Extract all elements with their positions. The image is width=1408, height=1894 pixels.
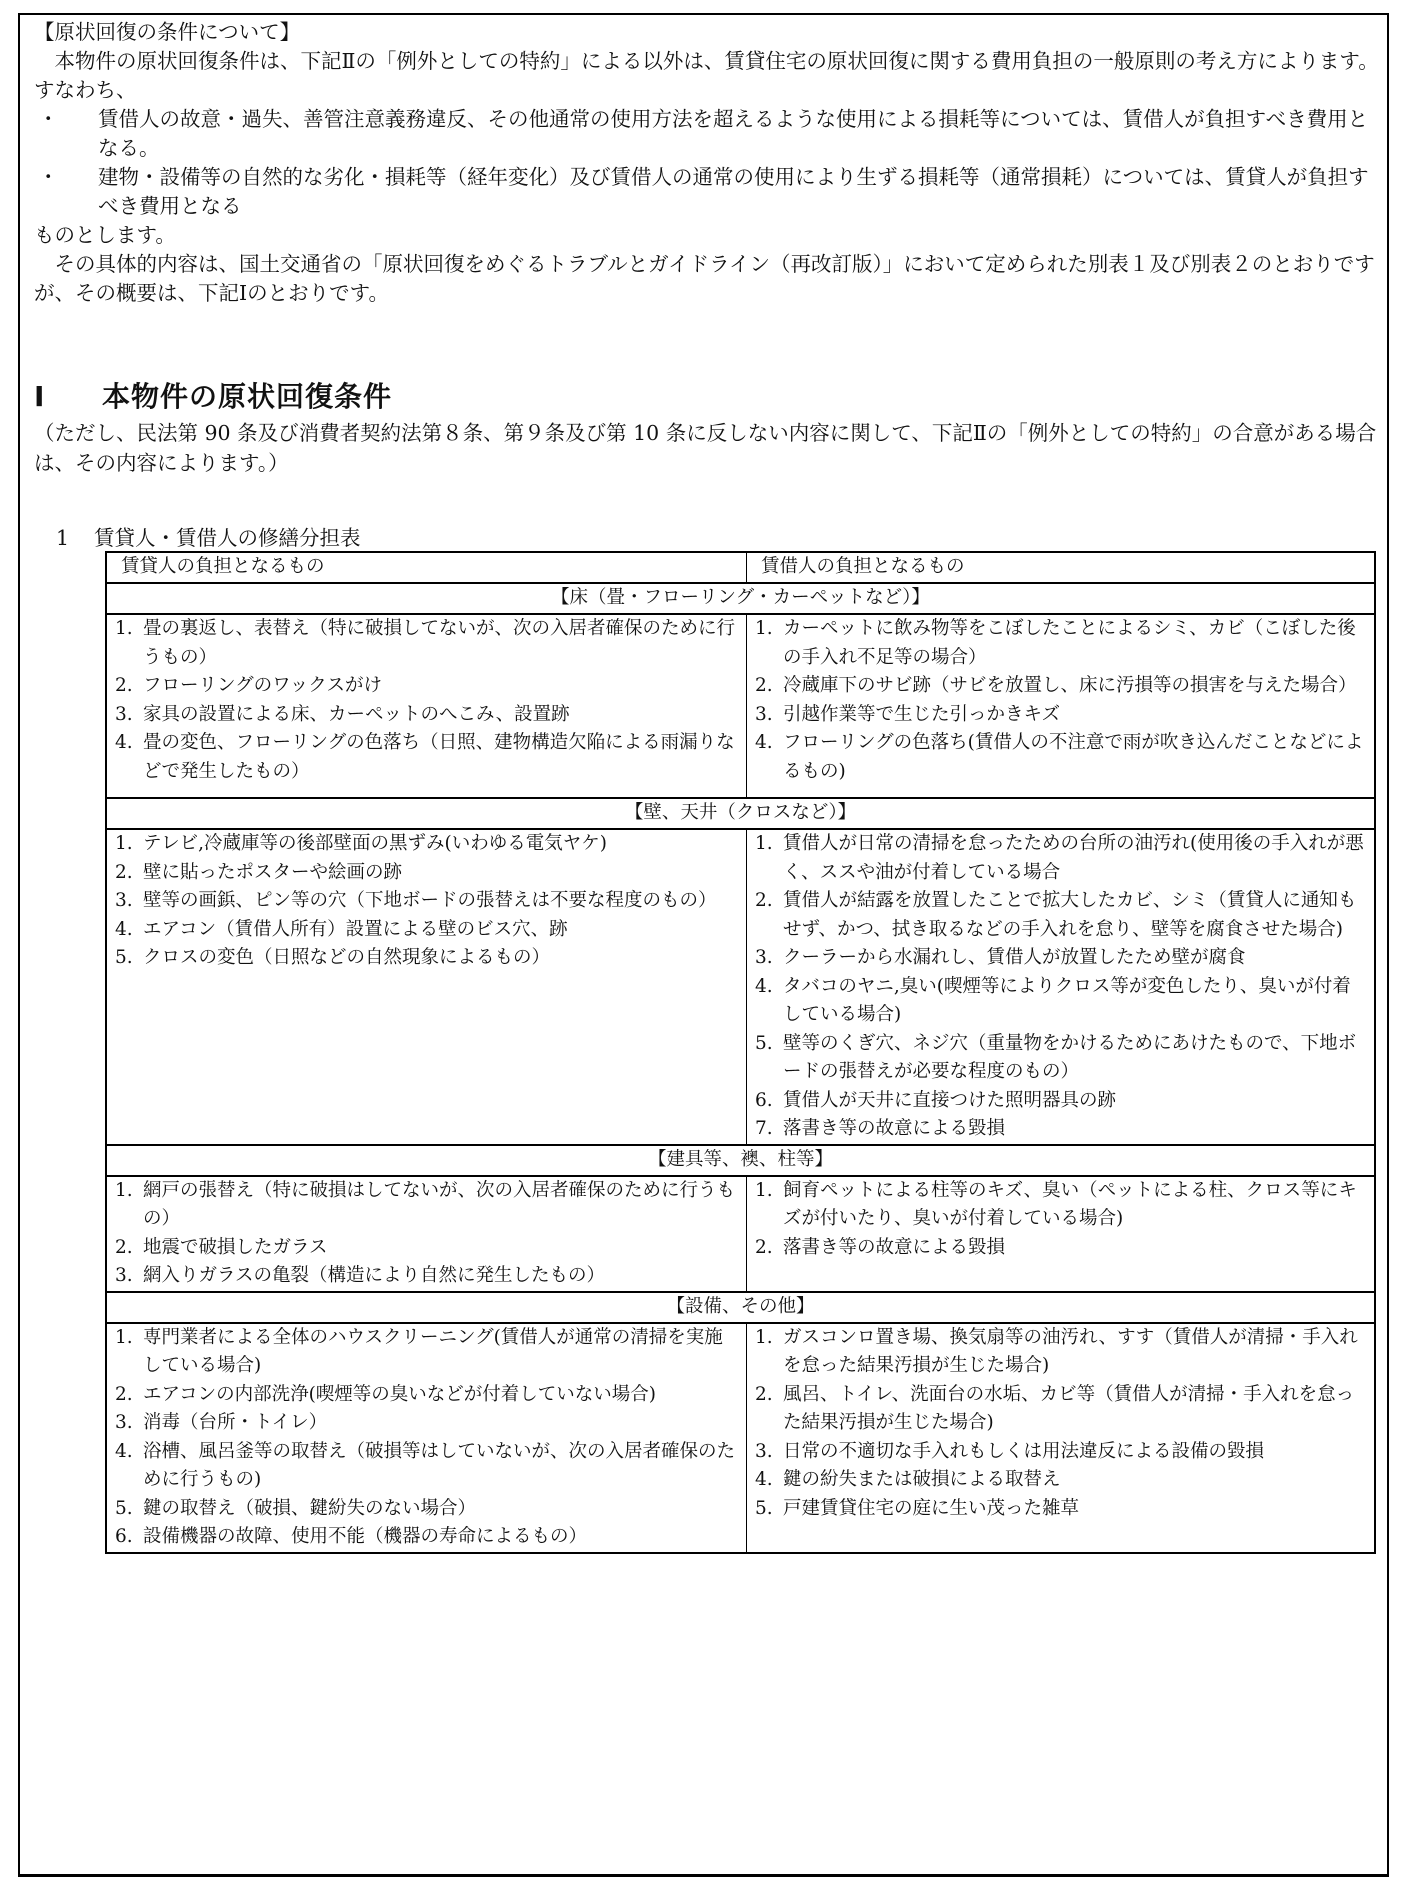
item-text: 壁に貼ったポスターや絵画の跡: [143, 861, 403, 883]
section-number: Ⅰ: [34, 380, 46, 413]
item-number: 3.: [115, 1412, 133, 1433]
list-item: [115, 1381, 738, 1410]
list-item: [115, 672, 738, 701]
list-item: [115, 701, 738, 730]
lessor-cell: [106, 1323, 747, 1553]
item-number: 2.: [115, 675, 133, 696]
item-number: 3.: [115, 1265, 133, 1286]
item-number: 6.: [755, 1089, 773, 1111]
item-number: 1.: [755, 618, 773, 639]
item-number: 2.: [115, 861, 133, 883]
list-item: [115, 1177, 738, 1234]
section-body-row: [106, 829, 1375, 1145]
list-item: [755, 1495, 1366, 1524]
list-item: [755, 1087, 1366, 1116]
item-text: テレビ,冷蔵庫等の後部壁面の黒ずみ(いわゆる電気ヤケ): [143, 833, 607, 854]
list-item: [115, 1523, 738, 1552]
item-text: フローリングのワックスがけ: [143, 675, 383, 696]
lessee-cell: [747, 614, 1376, 798]
list-item: [115, 887, 738, 916]
item-text: 冷蔵庫下のサビ跡（サビを放置し、床に汚損等の損害を与えた場合）: [783, 675, 1357, 696]
list-item: [115, 615, 738, 672]
list-item: [755, 1438, 1366, 1467]
item-text: 専門業者による全体のハウスクリーニング(賃借人が通常の清掃を実施している場合): [143, 1326, 723, 1376]
item-text: 消毒（台所・トイレ）: [143, 1412, 328, 1433]
item-text: 網入りガラスの亀裂（構造により自然に発生したもの）: [143, 1265, 605, 1286]
item-number: 1.: [115, 1326, 133, 1348]
item-text: カーペットに飲み物等をこぼしたことによるシミ、カビ（こぼした後の手入れ不足等の場合）: [783, 618, 1356, 668]
intro-bullet: [34, 163, 1379, 221]
list-item: [755, 830, 1366, 887]
list-item: [755, 887, 1366, 944]
header-lessor: 賃貸人の負担となるもの: [106, 552, 747, 583]
intro-paragraph-2: その具体的内容は、国土交通省の「原状回復をめぐるトラブルとガイドライン（再改訂版）」において定められた別表１及び別表２のとおりですが、その概要は、下記Ⅰのとおりです。: [34, 252, 1375, 305]
item-number: 4.: [755, 975, 773, 997]
item-text: 賃借人が結露を放置したことで拡大したカビ、シミ（賃貸人に通知もせず、かつ、拭き取るなどの手入れを怠り、壁等を腐食させた場合): [783, 890, 1357, 940]
section-body-row: [106, 1323, 1375, 1553]
item-text: 鍵の紛失または破損による取替え: [783, 1469, 1061, 1490]
item-number: 3.: [755, 1440, 773, 1462]
intro-block: [34, 18, 1379, 308]
item-text: 壁等のくぎ穴、ネジ穴（重量物をかけるためにあけたもので、下地ボードの張替えが必要な程度のもの）: [783, 1032, 1357, 1082]
item-text: 設備機器の故障、使用不能（機器の寿命によるもの）: [143, 1526, 588, 1547]
list-item: [115, 1409, 738, 1438]
item-number: 3.: [115, 703, 133, 725]
item-number: 2.: [755, 890, 773, 911]
list-item: [755, 1466, 1366, 1495]
item-text: 飼育ペットによる柱等のキズ、臭い（ペットによる柱、クロス等にキズが付いたり、臭いが付着している場合): [783, 1179, 1357, 1229]
list-item: [755, 615, 1366, 672]
item-text: 落書き等の故意による毀損: [783, 1118, 1006, 1139]
item-number: 4.: [115, 1440, 133, 1462]
item-number: 5.: [755, 1032, 773, 1054]
section-title: 【壁、天井（クロスなど）】: [106, 798, 1375, 829]
section-title: 【設備、その他】: [106, 1292, 1375, 1323]
item-number: 3.: [115, 890, 133, 911]
item-number: 1.: [755, 1179, 773, 1201]
item-number: 4.: [755, 1469, 773, 1490]
section-row: [106, 798, 1375, 829]
section-heading: [34, 375, 392, 415]
list-item: [115, 944, 738, 973]
intro-title: 【原状回復の条件について】: [34, 20, 301, 44]
item-text: 賃借人が天井に直接つけた照明器具の跡: [783, 1089, 1117, 1111]
subsection-number: 1: [56, 526, 70, 550]
intro-paragraph-1: 本物件の原状回復条件は、下記Ⅱの「例外としての特約」による以外は、賃貸住宅の原状回復に関する費用負担の一般原則の考え方によります。すなわち、: [34, 49, 1379, 102]
item-text: クロスの変色（日照などの自然現象によるもの）: [143, 947, 551, 968]
item-text: ガスコンロ置き場、換気扇等の油汚れ、すす（賃借人が清掃・手入れを怠った結果汚損が生じた場合): [783, 1326, 1358, 1376]
lessor-cell: [106, 614, 747, 798]
repair-split-table: [105, 551, 1376, 1554]
item-number: 2.: [755, 1236, 773, 1258]
item-number: 1.: [755, 1326, 773, 1348]
bullet-mark: ・: [38, 165, 59, 189]
list-item: [755, 944, 1366, 973]
intro-closing: ものとします。: [34, 223, 176, 247]
item-number: 1.: [115, 833, 133, 854]
subsection-title: 賃貸人・賃借人の修繕分担表: [94, 526, 361, 550]
item-text: 畳の変色、フローリングの色落ち（日照、建物構造欠陥による雨漏りなどで発生したもの）: [143, 732, 735, 782]
list-item: [755, 973, 1366, 1030]
intro-bullet: [34, 105, 1379, 163]
subsection-heading: [56, 521, 361, 551]
section-body-row: [106, 614, 1375, 798]
item-number: 2.: [115, 1236, 133, 1258]
item-text: 賃借人が日常の清掃を怠ったための台所の油汚れ(使用後の手入れが悪く、ススや油が付着している場合: [783, 833, 1364, 883]
item-text: 引越作業等で生じた引っかきキズ: [783, 703, 1061, 725]
section-title: 本物件の原状回復条件: [102, 380, 393, 413]
section-row: [106, 583, 1375, 614]
list-item: [755, 729, 1366, 786]
list-item: [115, 830, 738, 859]
section-row: [106, 1292, 1375, 1323]
item-number: 2.: [115, 1383, 133, 1405]
item-text: 鍵の取替え（破損、鍵紛失のない場合）: [143, 1497, 477, 1519]
lessee-cell: [747, 829, 1376, 1145]
item-text: フローリングの色落ち(賃借人の不注意で雨が吹き込んだことなどによるもの): [783, 732, 1364, 782]
item-number: 1.: [115, 1179, 133, 1201]
list-item: [755, 701, 1366, 730]
item-text: タバコのヤニ,臭い(喫煙等によりクロス等が変色したり、臭いが付着している場合): [783, 975, 1351, 1025]
list-item: [755, 1324, 1366, 1381]
item-text: エアコンの内部洗浄(喫煙等の臭いなどが付着していない場合): [143, 1383, 657, 1405]
list-item: [115, 1262, 738, 1291]
section-note: （ただし、民法第 90 条及び消費者契約法第８条、第９条及び第 10 条に反しない内容に関して、下記Ⅱの「例外としての特約」の合意がある場合は、その内容によります。）: [34, 421, 1377, 475]
bullet-text: 賃借人の故意・過失、善管注意義務違反、その他通常の使用方法を超えるような使用による損耗等については、賃借人が負担すべき費用となる。: [98, 107, 1369, 160]
item-number: 3.: [755, 703, 773, 725]
item-text: 風呂、トイレ、洗面台の水垢、カビ等（賃借人が清掃・手入れを怠った結果汚損が生じた場合): [783, 1383, 1355, 1433]
lessee-cell: [747, 1323, 1376, 1553]
item-text: エアコン（賃借人所有）設置による壁のビス穴、跡: [143, 918, 568, 940]
list-item: [755, 1234, 1366, 1263]
item-number: 2.: [755, 1383, 773, 1405]
lessor-cell: [106, 1176, 747, 1292]
bullet-mark: ・: [38, 107, 59, 131]
item-text: 日常の不適切な手入れもしくは用法違反による設備の毀損: [783, 1440, 1265, 1462]
list-item: [755, 1381, 1366, 1438]
item-number: 4.: [115, 732, 133, 753]
section-row: [106, 1145, 1375, 1176]
item-number: 5.: [115, 1497, 133, 1519]
lessor-cell: [106, 829, 747, 1145]
item-number: 5.: [115, 947, 133, 968]
bullet-text: 建物・設備等の自然的な劣化・損耗等（経年変化）及び賃借人の通常の使用により生ずる損耗等（通常損耗）については、賃貸人が負担すべき費用となる: [98, 165, 1369, 218]
item-number: 1.: [755, 833, 773, 854]
list-item: [115, 1324, 738, 1381]
item-number: 6.: [115, 1526, 133, 1547]
list-item: [115, 1234, 738, 1263]
list-item: [755, 1115, 1366, 1144]
list-item: [755, 1030, 1366, 1087]
lessee-cell: [747, 1176, 1376, 1292]
list-item: [115, 916, 738, 945]
item-number: 2.: [755, 675, 773, 696]
item-text: 浴槽、風呂釜等の取替え（破損等はしていないが、次の入居者確保のために行うもの): [143, 1440, 736, 1490]
item-number: 4.: [755, 732, 773, 753]
header-lessee: 賃借人の負担となるもの: [747, 552, 1376, 583]
list-item: [115, 729, 738, 786]
list-item: [755, 672, 1366, 701]
section-title: 【床（畳・フローリング・カーペットなど）】: [106, 583, 1375, 614]
item-number: 4.: [115, 918, 133, 940]
item-text: 壁等の画鋲、ピン等の穴（下地ボードの張替えは不要な程度のもの）: [143, 890, 717, 911]
list-item: [115, 859, 738, 888]
item-text: 家具の設置による床、カーペットのへこみ、設置跡: [143, 703, 570, 725]
item-number: 5.: [755, 1497, 773, 1519]
table-header-row: [106, 552, 1375, 583]
list-item: [115, 1495, 738, 1524]
item-number: 3.: [755, 947, 773, 968]
item-text: 網戸の張替え（特に破損はしてないが、次の入居者確保のために行うもの）: [143, 1179, 736, 1229]
section-title: 【建具等、襖、柱等】: [106, 1145, 1375, 1176]
item-text: クーラーから水漏れし、賃借人が放置したため壁が腐食: [783, 947, 1246, 968]
section-body-row: [106, 1176, 1375, 1292]
item-number: 1.: [115, 618, 133, 639]
item-text: 落書き等の故意による毀損: [783, 1236, 1006, 1258]
list-item: [115, 1438, 738, 1495]
item-text: 畳の裏返し、表替え（特に破損してないが、次の入居者確保のために行うもの）: [143, 618, 736, 668]
item-text: 戸建賃貸住宅の庭に生い茂った雑草: [783, 1497, 1080, 1519]
item-text: 地震で破損したガラス: [143, 1236, 328, 1258]
list-item: [755, 1177, 1366, 1234]
item-number: 7.: [755, 1118, 773, 1139]
